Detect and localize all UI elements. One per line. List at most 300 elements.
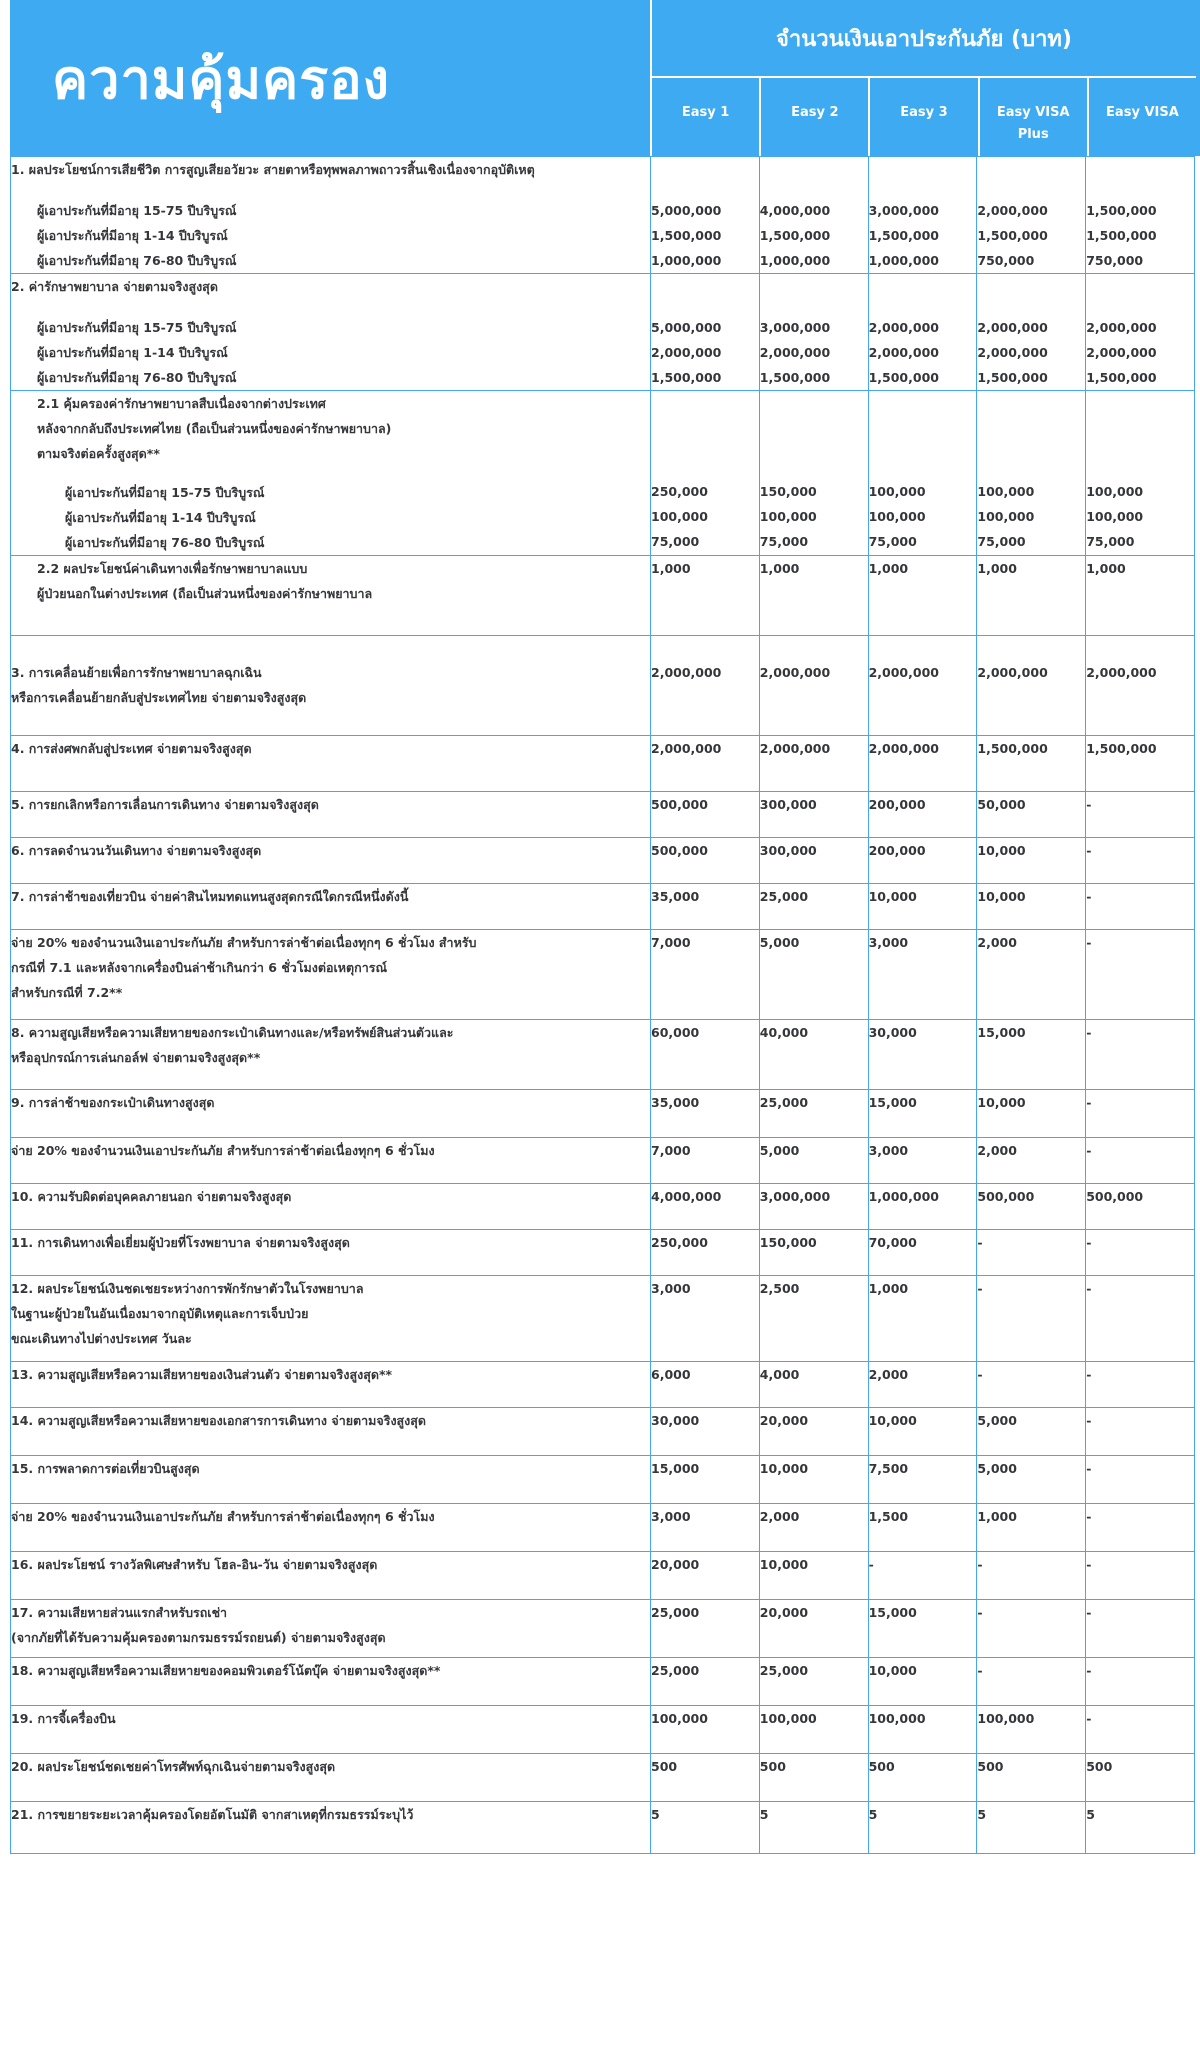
coverage-value: 2,000,000: [868, 741, 939, 756]
coverage-value: 2,000: [977, 935, 1017, 950]
coverage-table: [10, 156, 1195, 1854]
coverage-row: [11, 1552, 1195, 1600]
coverage-value: 10,000: [868, 1663, 917, 1678]
spacer: [1086, 157, 1194, 198]
age-band-label: ผู้เอาประกันที่มีอายุ 76-80 ปีบริบูรณ์: [65, 535, 265, 550]
coverage-label: 5. การยกเลิกหรือการเลื่อนการเดินทาง จ่ายตามจริงสูงสุด: [11, 797, 319, 812]
coverage-description: [11, 1230, 651, 1276]
coverage-description: [11, 556, 651, 636]
coverage-value-cell: [868, 157, 977, 274]
coverage-value: 1,000: [977, 1509, 1017, 1524]
coverage-value-cell: [868, 930, 977, 1020]
coverage-value-cell: [977, 1600, 1086, 1658]
coverage-value: -: [977, 1605, 983, 1620]
coverage-row: [11, 391, 1195, 556]
coverage-description: [11, 1138, 651, 1184]
coverage-value: 2,000,000: [868, 665, 939, 680]
coverage-value: 2,000,000: [651, 741, 722, 756]
coverage-row: [11, 1408, 1195, 1456]
coverage-value: 2,000,000: [759, 345, 831, 360]
coverage-value: 500,000: [651, 797, 708, 812]
coverage-value: 2,000,000: [868, 345, 939, 360]
coverage-value: 50,000: [977, 797, 1026, 812]
coverage-row: [11, 930, 1195, 1020]
coverage-value: 5: [977, 1807, 987, 1822]
coverage-value: 1,500,000: [1086, 741, 1157, 756]
coverage-value: 100,000: [868, 1711, 926, 1726]
coverage-value-cell: [868, 1090, 977, 1138]
coverage-value: 25,000: [651, 1663, 700, 1678]
coverage-subheading: หลังจากกลับถึงประเทศไทย (ถือเป็นส่วนหนึ่งของค่ารักษาพยาบาล): [37, 421, 392, 436]
coverage-value: 100,000: [1086, 509, 1144, 524]
coverage-value-cell: [1086, 1138, 1195, 1184]
coverage-value: 5: [868, 1807, 878, 1822]
coverage-value-cell: [868, 636, 977, 736]
coverage-value-cell: [1086, 930, 1195, 1020]
coverage-subheading: 2.2 ผลประโยชน์ค่าเดินทางเพื่อรักษาพยาบาลแบบ: [37, 561, 308, 576]
coverage-value: 2,500: [759, 1281, 800, 1296]
coverage-value-cell: [759, 1552, 868, 1600]
coverage-value-cell: [977, 930, 1086, 1020]
coverage-value-cell: [1086, 556, 1195, 636]
coverage-value: 40,000: [759, 1025, 809, 1040]
coverage-label: 14. ความสูญเสียหรือความเสียหายของเอกสารการเดินทาง จ่ายตามจริงสูงสุด: [11, 1413, 427, 1428]
coverage-value-cell: [1086, 884, 1195, 930]
coverage-value: -: [977, 1557, 983, 1572]
page-title: ความคุ้มครอง: [52, 48, 391, 111]
coverage-label: 3. การเคลื่อนย้ายเพื่อการรักษาพยาบาลฉุกเฉิน: [11, 665, 262, 680]
coverage-value: 75,000: [868, 534, 917, 549]
coverage-value-cell: [651, 838, 760, 884]
coverage-value: 5,000,000: [651, 320, 722, 335]
spacer: [1086, 274, 1194, 315]
coverage-value: 2,000,000: [1086, 345, 1157, 360]
coverage-value-cell: [977, 1184, 1086, 1230]
coverage-value-cell: [977, 1408, 1086, 1456]
coverage-row: [11, 1230, 1195, 1276]
coverage-value: 1,500,000: [977, 228, 1048, 243]
coverage-value: 30,000: [651, 1413, 700, 1428]
plan-name-label: Easy 3: [900, 105, 948, 120]
age-band-label: ผู้เอาประกันที่มีอายุ 1-14 ปีบริบูรณ์: [37, 345, 228, 360]
coverage-description: [11, 1658, 651, 1706]
coverage-value: 5: [651, 1807, 660, 1822]
coverage-value: 1,000: [868, 1281, 909, 1296]
age-band-label: ผู้เอาประกันที่มีอายุ 15-75 ปีบริบูรณ์: [65, 485, 265, 500]
coverage-value-cell: [1086, 1552, 1195, 1600]
coverage-label: 18. ความสูญเสียหรือความเสียหายของคอมพิวเตอร์โน้ตบุ๊ค จ่ายตามจริงสูงสุด**: [11, 1663, 441, 1678]
coverage-value: 500,000: [977, 1189, 1035, 1204]
coverage-value: 10,000: [759, 1461, 809, 1476]
coverage-value-cell: [977, 1362, 1086, 1408]
coverage-value-cell: [1086, 1020, 1195, 1090]
plan-name-label: Easy 2: [791, 105, 839, 120]
coverage-value: -: [1086, 1025, 1092, 1040]
coverage-value-cell: [1086, 157, 1195, 274]
coverage-value-cell: [868, 391, 977, 556]
coverage-value: 5,000,000: [651, 203, 722, 218]
coverage-value: 60,000: [651, 1025, 700, 1040]
coverage-value: 75,000: [651, 534, 700, 549]
coverage-label: 15. การพลาดการต่อเที่ยวบินสูงสุด: [11, 1461, 200, 1476]
coverage-value-cell: [977, 1552, 1086, 1600]
coverage-row: [11, 1802, 1195, 1854]
coverage-value-cell: [759, 1020, 868, 1090]
coverage-value-cell: [651, 1658, 760, 1706]
coverage-row: [11, 838, 1195, 884]
coverage-label: 8. ความสูญเสียหรือความเสียหายของกระเป๋าเดินทางและ/หรือทรัพย์สินส่วนตัวและ: [11, 1025, 454, 1040]
coverage-value: 1,000: [1086, 561, 1126, 576]
coverage-value: -: [1086, 1557, 1092, 1572]
coverage-value-cell: [759, 930, 868, 1020]
coverage-description: [11, 930, 651, 1020]
coverage-value: -: [1086, 1605, 1092, 1620]
coverage-value: 2,000: [868, 1367, 909, 1382]
coverage-value: 100,000: [977, 484, 1035, 499]
plan-name-label: Easy 1: [681, 105, 730, 120]
coverage-value: -: [1086, 1663, 1092, 1678]
coverage-label: 19. การจี้เครื่องบิน: [11, 1711, 116, 1726]
plan-name-label: Easy VISA Plus: [996, 105, 1070, 142]
coverage-value: 7,000: [651, 1143, 691, 1158]
coverage-value: -: [1086, 935, 1092, 950]
spacer: [11, 466, 650, 480]
coverage-value-cell: [1086, 1754, 1195, 1802]
coverage-value: 2,000,000: [759, 741, 831, 756]
coverage-value: -: [1086, 1509, 1092, 1524]
coverage-value: 100,000: [868, 509, 926, 524]
coverage-value: 500,000: [651, 843, 708, 858]
coverage-value-cell: [759, 636, 868, 736]
coverage-value-cell: [651, 556, 760, 636]
coverage-label: 6. การลดจำนวนวันเดินทาง จ่ายตามจริงสูงสุด: [11, 843, 262, 858]
coverage-value: 15,000: [651, 1461, 700, 1476]
title-cell: [10, 0, 650, 156]
coverage-value: -: [1086, 889, 1092, 904]
coverage-value-cell: [868, 274, 977, 391]
coverage-value-cell: [651, 1362, 760, 1408]
coverage-value-cell: [1086, 636, 1195, 736]
coverage-value-cell: [651, 792, 760, 838]
coverage-value: 25,000: [759, 889, 809, 904]
coverage-value: 100,000: [759, 1711, 817, 1726]
coverage-value: 500: [977, 1759, 1004, 1774]
coverage-subheading: 2.1 คุ้มครองค่ารักษาพยาบาลสืบเนื่องจากต่างประเทศ: [37, 396, 326, 411]
coverage-value-cell: [759, 274, 868, 391]
coverage-value-cell: [977, 1138, 1086, 1184]
coverage-description: [11, 1456, 651, 1504]
spacer: [760, 391, 868, 479]
coverage-value: 1,500,000: [1086, 203, 1157, 218]
coverage-value-cell: [1086, 1276, 1195, 1362]
coverage-description: [11, 1600, 651, 1658]
coverage-value: 500,000: [1086, 1189, 1144, 1204]
coverage-value-cell: [759, 884, 868, 930]
coverage-value: 150,000: [759, 1235, 817, 1250]
coverage-description: [11, 1706, 651, 1754]
coverage-value-cell: [868, 1184, 977, 1230]
coverage-description: [11, 1276, 651, 1362]
coverage-value: 100,000: [651, 509, 708, 524]
coverage-value-cell: [651, 930, 760, 1020]
coverage-value: -: [868, 1557, 874, 1572]
coverage-value-cell: [1086, 391, 1195, 556]
coverage-value-cell: [759, 1802, 868, 1854]
coverage-value-cell: [651, 1230, 760, 1276]
coverage-value-cell: [868, 1276, 977, 1362]
coverage-value-cell: [651, 1504, 760, 1552]
coverage-row: [11, 1706, 1195, 1754]
coverage-heading: 1. ผลประโยชน์การเสียชีวิต การสูญเสียอวัยวะ สายตาหรือทุพพลภาพถาวรสิ้นเชิงเนื่องจากอุบัติเหตุ: [11, 162, 535, 177]
coverage-value: 30,000: [868, 1025, 917, 1040]
coverage-value-cell: [651, 1706, 760, 1754]
coverage-value: 100,000: [651, 1711, 708, 1726]
coverage-description: [11, 1362, 651, 1408]
coverage-value-cell: [977, 1276, 1086, 1362]
coverage-description: [11, 157, 651, 274]
coverage-label: 13. ความสูญเสียหรือความเสียหายของเงินส่วนตัว จ่ายตามจริงสูงสุด**: [11, 1367, 393, 1382]
coverage-value: 1,500,000: [868, 228, 939, 243]
coverage-value: 1,000,000: [868, 253, 939, 268]
coverage-value-cell: [759, 1456, 868, 1504]
coverage-value: -: [1086, 1095, 1092, 1110]
coverage-value: 5,000: [759, 935, 800, 950]
coverage-label: 11. การเดินทางเพื่อเยี่ยมผู้ป่วยที่โรงพยาบาล จ่ายตามจริงสูงสุด: [11, 1235, 350, 1250]
coverage-value: 2,000,000: [977, 203, 1048, 218]
coverage-value: 1,000,000: [651, 253, 722, 268]
coverage-value-cell: [651, 1802, 760, 1854]
coverage-row: [11, 792, 1195, 838]
coverage-value: 10,000: [977, 889, 1026, 904]
coverage-value-cell: [651, 391, 760, 556]
coverage-value-cell: [977, 1658, 1086, 1706]
coverage-value: 1,500,000: [651, 228, 722, 243]
coverage-value-cell: [977, 1504, 1086, 1552]
coverage-row: [11, 274, 1195, 391]
coverage-value-cell: [651, 1408, 760, 1456]
coverage-value-cell: [651, 884, 760, 930]
coverage-value: 1,500: [868, 1509, 909, 1524]
spacer: [977, 274, 1085, 315]
coverage-value: 500: [651, 1759, 678, 1774]
coverage-label: 10. ความรับผิดต่อบุคคลภายนอก จ่ายตามจริงสูงสุด: [11, 1189, 292, 1204]
coverage-value-cell: [759, 1600, 868, 1658]
coverage-value-cell: [977, 556, 1086, 636]
coverage-value: 6,000: [651, 1367, 691, 1382]
coverage-row: [11, 1362, 1195, 1408]
coverage-value: 5,000: [977, 1413, 1017, 1428]
coverage-value: 2,000,000: [759, 665, 831, 680]
coverage-value: 20,000: [759, 1413, 809, 1428]
coverage-value: 3,000: [651, 1509, 691, 1524]
coverage-description: [11, 838, 651, 884]
coverage-value-cell: [1086, 736, 1195, 792]
coverage-row: [11, 1600, 1195, 1658]
coverage-value-cell: [759, 1138, 868, 1184]
coverage-value-cell: [977, 274, 1086, 391]
coverage-value: 1,500,000: [1086, 370, 1157, 385]
coverage-subheading: ตามจริงต่อครั้งสูงสุด**: [37, 446, 160, 461]
coverage-value-cell: [651, 1600, 760, 1658]
spacer: [760, 157, 868, 198]
coverage-value-cell: [759, 1706, 868, 1754]
age-band-label: ผู้เอาประกันที่มีอายุ 1-14 ปีบริบูรณ์: [65, 510, 256, 525]
coverage-value-cell: [1086, 1456, 1195, 1504]
coverage-value: 2,000,000: [977, 320, 1048, 335]
coverage-value: 4,000,000: [759, 203, 831, 218]
coverage-label: จ่าย 20% ของจำนวนเงินเอาประกันภัย สำหรับการล่าช้าต่อเนื่องทุกๆ 6 ชั่วโมง: [11, 1143, 435, 1158]
coverage-value-cell: [759, 838, 868, 884]
coverage-value-cell: [651, 1184, 760, 1230]
plan-name: [652, 78, 759, 156]
coverage-value: 7,000: [651, 935, 691, 950]
spacer: [651, 157, 759, 198]
coverage-label: ในฐานะผู้ป่วยในอันเนื่องมาจากอุบัติเหตุและการเจ็บป่วย: [11, 1306, 309, 1321]
coverage-value-cell: [759, 1658, 868, 1706]
coverage-value-cell: [868, 884, 977, 930]
coverage-label: 17. ความเสียหายส่วนแรกสำหรับรถเช่า: [11, 1605, 228, 1620]
coverage-value: 4,000: [759, 1367, 800, 1382]
coverage-value-cell: [977, 792, 1086, 838]
plans-header: [650, 0, 1196, 156]
coverage-value-cell: [868, 556, 977, 636]
coverage-description: [11, 736, 651, 792]
sum-insured-title: จำนวนเงินเอาประกันภัย (บาท): [652, 0, 1196, 78]
coverage-value-cell: [868, 1600, 977, 1658]
coverage-value: 100,000: [977, 1711, 1035, 1726]
coverage-value-cell: [759, 1362, 868, 1408]
coverage-value: 10,000: [868, 1413, 917, 1428]
coverage-value: 25,000: [759, 1095, 809, 1110]
spacer: [977, 157, 1085, 198]
coverage-value-cell: [977, 1230, 1086, 1276]
coverage-value: -: [1086, 1281, 1092, 1296]
coverage-value: 3,000: [868, 935, 909, 950]
coverage-value-cell: [651, 1456, 760, 1504]
coverage-value: -: [1086, 843, 1092, 858]
coverage-label: จ่าย 20% ของจำนวนเงินเอาประกันภัย สำหรับการล่าช้าต่อเนื่องทุกๆ 6 ชั่วโมง: [11, 1509, 435, 1524]
coverage-value-cell: [759, 1230, 868, 1276]
coverage-description: [11, 1504, 651, 1552]
coverage-value: 10,000: [868, 889, 917, 904]
coverage-value-cell: [759, 792, 868, 838]
coverage-value: 3,000,000: [759, 320, 831, 335]
coverage-value: 750,000: [977, 253, 1035, 268]
coverage-value: -: [977, 1367, 983, 1382]
coverage-value: 200,000: [868, 843, 926, 858]
coverage-value: 300,000: [759, 843, 817, 858]
coverage-value: 300,000: [759, 797, 817, 812]
coverage-value-cell: [759, 556, 868, 636]
coverage-description: [11, 1802, 651, 1854]
coverage-value: 25,000: [759, 1663, 809, 1678]
coverage-sheet: [10, 0, 1200, 1854]
coverage-value: 7,500: [868, 1461, 909, 1476]
coverage-row: [11, 1138, 1195, 1184]
coverage-label: 12. ผลประโยชน์เงินชดเชยระหว่างการพักรักษาตัวในโรงพยาบาล: [11, 1281, 364, 1296]
coverage-value: 100,000: [1086, 484, 1144, 499]
coverage-value: 20,000: [759, 1605, 809, 1620]
coverage-value-cell: [977, 1020, 1086, 1090]
coverage-value-cell: [868, 736, 977, 792]
coverage-value-cell: [759, 1754, 868, 1802]
coverage-value: 500: [759, 1759, 786, 1774]
coverage-value: 3,000,000: [759, 1189, 831, 1204]
coverage-value: -: [1086, 1711, 1092, 1726]
spacer: [977, 391, 1085, 479]
coverage-value-cell: [1086, 1600, 1195, 1658]
coverage-value: 2,000,000: [977, 665, 1048, 680]
coverage-value: 1,000: [759, 561, 800, 576]
coverage-value: 2,000,000: [651, 345, 722, 360]
coverage-value-cell: [651, 636, 760, 736]
coverage-value-cell: [977, 838, 1086, 884]
coverage-row: [11, 1754, 1195, 1802]
coverage-value-cell: [759, 1090, 868, 1138]
coverage-value-cell: [977, 391, 1086, 556]
coverage-value: 70,000: [868, 1235, 917, 1250]
coverage-value: 5,000: [759, 1143, 800, 1158]
coverage-heading: 2. ค่ารักษาพยาบาล จ่ายตามจริงสูงสุด: [11, 279, 218, 294]
coverage-value: -: [1086, 1367, 1092, 1382]
coverage-value-cell: [868, 792, 977, 838]
coverage-label: กรณีที่ 7.1 และหลังจากเครื่องบินล่าช้าเกินกว่า 6 ชั่วโมงต่อเหตุการณ์: [11, 960, 388, 975]
coverage-value: 100,000: [977, 509, 1035, 524]
coverage-value-cell: [977, 1754, 1086, 1802]
coverage-value: 1,500,000: [651, 370, 722, 385]
spacer: [760, 274, 868, 315]
coverage-value-cell: [651, 1138, 760, 1184]
coverage-description: [11, 1408, 651, 1456]
coverage-value: 1,500,000: [977, 370, 1048, 385]
coverage-value-cell: [759, 1408, 868, 1456]
plan-name: [868, 78, 977, 156]
coverage-value-cell: [651, 1090, 760, 1138]
coverage-value: 35,000: [651, 1095, 700, 1110]
coverage-value: 2,000,000: [651, 665, 722, 680]
coverage-value-cell: [977, 736, 1086, 792]
coverage-value: 1,000: [868, 561, 909, 576]
coverage-value: 500: [868, 1759, 895, 1774]
coverage-value-cell: [868, 1658, 977, 1706]
coverage-value: 1,000: [977, 561, 1017, 576]
coverage-value: 200,000: [868, 797, 926, 812]
coverage-description: [11, 1184, 651, 1230]
coverage-value-cell: [1086, 1184, 1195, 1230]
coverage-value-cell: [1086, 1706, 1195, 1754]
coverage-value-cell: [868, 1802, 977, 1854]
coverage-value: 100,000: [868, 484, 926, 499]
coverage-label: 7. การล่าช้าของเที่ยวบิน จ่ายค่าสินไหมทดแทนสูงสุดกรณีใดกรณีหนึ่งดังนี้: [11, 889, 409, 904]
coverage-value: 10,000: [977, 843, 1026, 858]
coverage-value: 3,000: [868, 1143, 909, 1158]
coverage-value: 15,000: [868, 1095, 917, 1110]
coverage-value-cell: [759, 1276, 868, 1362]
coverage-row: [11, 884, 1195, 930]
spacer: [651, 391, 759, 479]
coverage-value-cell: [1086, 1362, 1195, 1408]
coverage-value: 150,000: [759, 484, 817, 499]
coverage-value-cell: [868, 1020, 977, 1090]
coverage-value-cell: [759, 391, 868, 556]
coverage-subheading: ผู้ป่วยนอกในต่างประเทศ (ถือเป็นส่วนหนึ่งของค่ารักษาพยาบาล: [37, 586, 373, 601]
coverage-value-cell: [1086, 1504, 1195, 1552]
coverage-value-cell: [651, 1020, 760, 1090]
coverage-value: 5: [759, 1807, 769, 1822]
coverage-value-cell: [868, 1230, 977, 1276]
coverage-label: จ่าย 20% ของจำนวนเงินเอาประกันภัย สำหรับการล่าช้าต่อเนื่องทุกๆ 6 ชั่วโมง สำหรับ: [11, 935, 477, 950]
coverage-value-cell: [977, 1802, 1086, 1854]
